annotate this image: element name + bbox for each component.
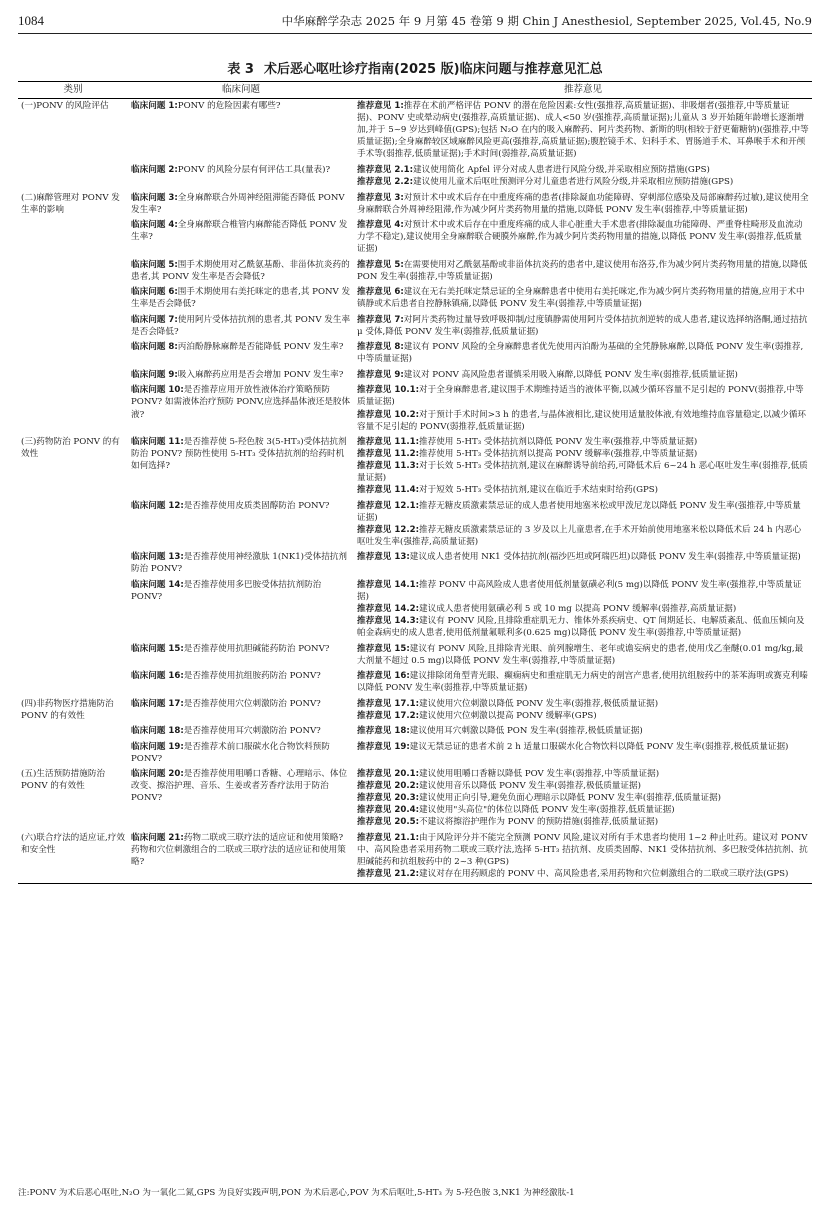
table-row bbox=[18, 383, 812, 435]
category-cell bbox=[18, 383, 128, 435]
recommendation-number: 推荐意见 10.2: bbox=[357, 409, 420, 420]
recommendation-item bbox=[357, 643, 809, 667]
question-cell bbox=[128, 669, 354, 697]
recommendation-item bbox=[357, 725, 809, 737]
table-row bbox=[18, 191, 812, 219]
recommendation-item bbox=[357, 100, 809, 160]
question-number: 临床问题 9: bbox=[131, 369, 178, 380]
recommendation-number: 推荐意见 14.2: bbox=[357, 603, 420, 614]
question-cell bbox=[128, 340, 354, 368]
category-cell bbox=[18, 724, 128, 740]
recommendation-text: 建议成人患者使用 NK1 受体拮抗剂(福沙匹坦或阿瑞匹坦)以降低 PONV 发生率(弱推荐,中等质量证据) bbox=[409, 552, 801, 563]
question-number: 临床问题 6: bbox=[131, 287, 178, 298]
recommendation-cell bbox=[354, 740, 812, 768]
recommendation-cell bbox=[354, 697, 812, 725]
recommendation-cell bbox=[354, 435, 812, 499]
recommendation-text: 在需要使用对乙酰氨基酚或非甾体抗炎药的患者中,建议使用布洛芬,作为减少阿片类药物用量的措施,以降低 PON 发生率(弱推荐,中等质量证据) bbox=[357, 259, 808, 282]
question-text: 是否推荐使用抗胆碱能药防治 PONV? bbox=[183, 643, 330, 654]
category-cell bbox=[18, 218, 128, 258]
category-cell: (四)非药物医疗措施防治 PONV 的有效性 bbox=[21, 698, 114, 721]
category-cell bbox=[18, 669, 128, 697]
recommendation-number: 推荐意见 11.2: bbox=[357, 449, 420, 460]
question-number: 临床问题 10: bbox=[131, 385, 184, 396]
recommendation-number: 推荐意见 6: bbox=[357, 287, 404, 298]
recommendation-number: 推荐意见 2.2: bbox=[357, 176, 414, 187]
recommendation-text: 对于短效 5-HT₃ 受体拮抗剂,建议在临近手术结束时给药(GPS) bbox=[419, 485, 658, 496]
question-text: 使用阿片受体拮抗剂的患者,其 PONV 发生率是否会降低? bbox=[131, 314, 351, 337]
recommendation-text: 建议使用"头高位"的体位以降低 PONV 发生率(弱推荐,低质量证据) bbox=[419, 805, 675, 816]
question-number: 临床问题 4: bbox=[131, 220, 178, 231]
recommendation-item bbox=[357, 436, 809, 448]
table-row bbox=[18, 340, 812, 368]
recommendation-number: 推荐意见 14.3: bbox=[357, 616, 420, 627]
recommendation-cell bbox=[354, 669, 812, 697]
question-number: 临床问题 7: bbox=[131, 314, 178, 325]
recommendation-cell bbox=[354, 163, 812, 191]
question-text: 是否推荐使用穴位刺激防治 PONV? bbox=[183, 698, 321, 709]
recommendation-item bbox=[357, 832, 809, 868]
recommendation-cell bbox=[354, 313, 812, 341]
recommendation-item bbox=[357, 768, 809, 780]
question-number: 临床问题 1: bbox=[131, 101, 178, 112]
question-number: 临床问题 11: bbox=[131, 437, 184, 448]
recommendation-item bbox=[357, 710, 809, 722]
recommendation-table bbox=[18, 81, 812, 884]
recommendation-number: 推荐意见 8: bbox=[357, 342, 404, 353]
recommendation-item bbox=[357, 314, 809, 338]
question-cell bbox=[128, 697, 354, 725]
recommendation-item bbox=[357, 341, 809, 365]
recommendation-text: 推荐 PONV 中高风险成人患者使用低剂量氨磺必利(5 mg)以降低 PONV 发生率(强推荐,中等质量证据) bbox=[357, 579, 802, 602]
column-header-category: 类别 bbox=[18, 82, 128, 99]
recommendation-item bbox=[357, 670, 809, 694]
recommendation-cell bbox=[354, 499, 812, 551]
recommendation-item bbox=[357, 484, 809, 496]
recommendation-item bbox=[357, 792, 809, 804]
table-body bbox=[18, 99, 812, 883]
recommendation-number: 推荐意见 21.2: bbox=[357, 869, 420, 880]
question-text: 丙泊酚静脉麻醉是否能降低 PONV 发生率? bbox=[177, 342, 344, 353]
page-header bbox=[18, 12, 812, 34]
recommendation-item bbox=[357, 780, 809, 792]
recommendation-number: 推荐意见 20.1: bbox=[357, 769, 420, 780]
recommendation-cell bbox=[354, 285, 812, 313]
category-cell bbox=[18, 285, 128, 313]
question-cell bbox=[128, 191, 354, 219]
table-row bbox=[18, 642, 812, 670]
recommendation-number: 推荐意见 14.1: bbox=[357, 579, 420, 590]
recommendation-cell bbox=[354, 383, 812, 435]
question-text: 是否推荐使 5-羟色胺 3(5-HT₃)受体拮抗剂防治 PONV? 预防性使用 5-HT₃ 受体拮抗剂的给药时机如何选择? bbox=[131, 437, 347, 472]
recommendation-number: 推荐意见 17.2: bbox=[357, 710, 420, 721]
question-text: 吸入麻醉药应用是否会增加 PONV 发生率? bbox=[177, 369, 344, 380]
category-cell bbox=[18, 368, 128, 384]
recommendation-item bbox=[357, 524, 809, 548]
recommendation-number: 推荐意见 19: bbox=[357, 741, 410, 752]
recommendation-cell bbox=[354, 578, 812, 642]
table-row bbox=[18, 285, 812, 313]
category-cell bbox=[18, 578, 128, 642]
category-cell: (五)生活预防措施防治 PONV 的有效性 bbox=[21, 769, 106, 792]
question-number: 临床问题 3: bbox=[131, 192, 178, 203]
category-cell bbox=[18, 340, 128, 368]
recommendation-number: 推荐意见 20.4: bbox=[357, 805, 420, 816]
table-row bbox=[18, 697, 812, 725]
table-title-text: 术后恶心呕吐诊疗指南(2025 版)临床问题与推荐意见汇总 bbox=[263, 62, 603, 77]
question-number: 临床问题 20: bbox=[131, 769, 184, 780]
table-row bbox=[18, 740, 812, 768]
recommendation-number: 推荐意见 20.5: bbox=[357, 817, 420, 828]
table-row bbox=[18, 99, 812, 163]
question-cell bbox=[128, 285, 354, 313]
table-row bbox=[18, 831, 812, 883]
recommendation-text: 建议排除闭角型青光眼、癫痫病史和重症肌无力病史的剖宫产患者,使用抗组胺药中的茶苯海明或赛克利嗪以降低 PONV 发生率(弱推荐,中等质量证据) bbox=[357, 671, 808, 694]
recommendation-item bbox=[357, 384, 809, 408]
recommendation-item bbox=[357, 816, 809, 828]
recommendation-text: 推荐在术前严格评估 PONV 的潜在危险因素:女性(强推荐,高质量证据)、非吸烟者(强推荐,中等质量证据)、PONV 史或晕动病史(强推荐,高质量证据)、成人<50 岁(强推荐,高质量证据);儿童从 3 岁开始随年龄增长逐渐增加,并于 5~9 岁达到峰值(GPS);包括 N₂O 在内的吸入麻醉药、阿片类药物、新斯的明(相较于舒更葡糖钠)(强推荐,中等质量证据);全身麻醉较区域麻醉风险更高(强推荐,高质量证据);腹腔镜手术、妇科手术、胃肠道手术、耳鼻喉手术和开颅手术等(弱推荐,低质量证据);手术时间(弱推荐,高质量证据) bbox=[357, 101, 809, 160]
journal-title: 中华麻醉学杂志 2025 年 9 月第 45 卷第 9 期 Chin J Anesthesiol, September 2025, Vol.45, No.9 bbox=[281, 14, 812, 28]
table-row bbox=[18, 368, 812, 384]
recommendation-cell bbox=[354, 340, 812, 368]
recommendation-item bbox=[357, 579, 809, 603]
recommendation-number: 推荐意见 15: bbox=[357, 643, 410, 654]
question-text: 是否推荐应用开放性液体治疗策略预防 PONV? 如需液体治疗预防 PONV,应选择晶体液还是胶体液? bbox=[131, 385, 351, 420]
question-number: 临床问题 19: bbox=[131, 741, 184, 752]
question-text: 是否推荐使用咀嚼口香糖、心理暗示、体位改变、擦浴护理、音乐、生姜或者芳香疗法用于防治 PONV? bbox=[131, 769, 348, 804]
question-cell bbox=[128, 642, 354, 670]
recommendation-item bbox=[357, 286, 809, 310]
recommendation-cell bbox=[354, 831, 812, 883]
recommendation-text: 建议无禁忌证的患者术前 2 h 适量口服碳水化合物饮料以降低 PONV 发生率(弱推荐,极低质量证据) bbox=[409, 741, 789, 752]
recommendation-number: 推荐意见 7: bbox=[357, 314, 404, 325]
recommendation-cell bbox=[354, 191, 812, 219]
question-text: PONV 的风险分层有何评估工具(量表)? bbox=[177, 164, 331, 175]
recommendation-item bbox=[357, 551, 809, 563]
question-number: 临床问题 17: bbox=[131, 698, 184, 709]
recommendation-number: 推荐意见 20.3: bbox=[357, 793, 420, 804]
recommendation-cell bbox=[354, 767, 812, 831]
recommendation-text: 建议有 PONV 风险,且排除重症肌无力、锥体外系疾病史、QT 间期延长、电解质紊乱、低血压倾向及帕金森病史的成人患者,使用低剂量氟哌利多(0.625 mg)以降低 PONV 发生率(弱推荐,中等质量证据) bbox=[357, 616, 805, 639]
recommendation-text: 建议使用音乐以降低 PONV 发生率(弱推荐,极低质量证据) bbox=[419, 781, 641, 792]
recommendation-text: 建议使用儿童术后呕吐预测评分对儿童患者进行风险分级,并采取相应预防措施(GPS) bbox=[413, 176, 734, 187]
recommendation-item bbox=[357, 741, 809, 753]
recommendation-text: 对预计术中或术后存在中重度疼痛的成人非心脏重大手术患者(排除凝血功能障碍、严重脊柱畸形及血流动力学不稳定),建议使用全身麻醉联合硬膜外麻醉,作为减少阿片类药物用量的措施,以降低 PONV 发生率(弱推荐,低质量证据) bbox=[357, 220, 803, 255]
recommendation-number: 推荐意见 11.3: bbox=[357, 461, 420, 472]
recommendation-number: 推荐意见 9: bbox=[357, 369, 404, 380]
recommendation-item bbox=[357, 460, 809, 484]
table-row bbox=[18, 313, 812, 341]
recommendation-item bbox=[357, 192, 809, 216]
recommendation-number: 推荐意见 12.2: bbox=[357, 524, 420, 535]
recommendation-text: 建议使用咀嚼口香糖以降低 POV 发生率(弱推荐,中等质量证据) bbox=[419, 769, 660, 780]
category-cell: (一)PONV 的风险评估 bbox=[21, 101, 109, 112]
recommendation-item bbox=[357, 448, 809, 460]
recommendation-text: 对预计术中或术后存在中重度疼痛的患者(排除凝血功能障碍、穿刺部位感染及局部麻醉药过敏),建议使用全身麻醉联合外周神经阻滞,作为减少阿片类药物用量的措施,以降低 PONV 发生率(弱推荐,中等质量证据) bbox=[357, 192, 809, 215]
question-cell bbox=[128, 499, 354, 551]
question-cell bbox=[128, 163, 354, 191]
table-row bbox=[18, 724, 812, 740]
question-number: 临床问题 5: bbox=[131, 259, 178, 270]
recommendation-text: 对阿片类药物过量导致呼吸抑制/过度镇静需使用阿片受体拮抗剂逆转的成人患者,建议选择纳洛酮,通过拮抗 μ 受体,降低 PONV 发生率(弱推荐,低质量证据) bbox=[357, 314, 808, 337]
table-footnote: 注:PONV 为术后恶心呕吐,N₂O 为一氧化二氮,GPS 为良好实践声明,PON 为术后恶心,POV 为术后呕吐,5-HT₃ 为 5-羟色胺 3,NK1 为神经激肽-1 bbox=[18, 1188, 575, 1198]
page-number: 1084 bbox=[18, 13, 44, 28]
table-row bbox=[18, 218, 812, 258]
recommendation-text: 由于风险评分并不能完全预测 PONV 风险,建议对所有手术患者均使用 1~2 种止吐药。建议对 PONV 中、高风险患者采用药物二联或三联疗法,选择 5-HT₃ 拮抗剂、皮质类固醇、NK1 受体拮抗剂、多巴胺受体拮抗剂、抗胆碱能药和抗组胺药中的 2~3 种(GPS) bbox=[357, 833, 808, 868]
question-cell bbox=[128, 550, 354, 578]
recommendation-text: 不建议将擦浴护理作为 PONV 的预防措施(弱推荐,低质量证据) bbox=[419, 817, 659, 828]
category-cell bbox=[18, 258, 128, 286]
question-number: 临床问题 12: bbox=[131, 500, 184, 511]
table-title bbox=[0, 58, 830, 77]
recommendation-cell bbox=[354, 218, 812, 258]
question-number: 临床问题 14: bbox=[131, 579, 184, 590]
table-row bbox=[18, 767, 812, 831]
question-text: 是否推荐术前口服碳水化合物饮料预防 PONV? bbox=[131, 741, 330, 764]
recommendation-cell bbox=[354, 99, 812, 163]
recommendation-item bbox=[357, 603, 809, 615]
category-cell: (六)联合疗法的适应证,疗效和安全性 bbox=[18, 831, 128, 883]
question-cell bbox=[128, 767, 354, 831]
question-cell bbox=[128, 383, 354, 435]
recommendation-text: 建议有 PONV 风险,且排除青光眼、前列腺增生、老年或谵妄病史的患者,使用戊乙奎醚(0.01 mg/kg,最大剂量不超过 0.5 mg)以降低 PONV 发生率(弱推荐,中等质量证据) bbox=[357, 643, 804, 666]
recommendation-cell bbox=[354, 724, 812, 740]
recommendation-number: 推荐意见 12.1: bbox=[357, 500, 420, 511]
table-row bbox=[18, 669, 812, 697]
recommendation-text: 建议使用耳穴刺激以降低 PON 发生率(弱推荐,极低质量证据) bbox=[409, 726, 643, 737]
recommendation-number: 推荐意见 16: bbox=[357, 671, 410, 682]
recommendation-number: 推荐意见 1: bbox=[357, 101, 404, 112]
recommendation-text: 建议在无右美托咪定禁忌证的全身麻醉患者中使用右美托咪定,作为减少阿片类药物用量的措施,应用于术中镇静或术后患者自控静脉镇痛,以降低 PONV 发生率(弱推荐,中等质量证据) bbox=[357, 287, 805, 310]
category-cell bbox=[18, 163, 128, 191]
recommendation-item bbox=[357, 369, 809, 381]
recommendation-number: 推荐意见 3: bbox=[357, 192, 404, 203]
table-number: 表 3 bbox=[227, 62, 254, 77]
category-cell: (三)药物防治 PONV 的有效性 bbox=[21, 437, 120, 460]
category-cell bbox=[18, 642, 128, 670]
recommendation-cell bbox=[354, 258, 812, 286]
question-text: 是否推荐使用多巴胺受体拮抗剂防治 PONV? bbox=[131, 579, 322, 602]
question-cell bbox=[128, 724, 354, 740]
question-cell bbox=[128, 313, 354, 341]
recommendation-number: 推荐意见 10.1: bbox=[357, 385, 420, 396]
recommendation-text: 建议使用简化 Apfel 评分对成人患者进行风险分级,并采取相应预防措施(GPS) bbox=[413, 164, 710, 175]
table-row bbox=[18, 550, 812, 578]
question-cell bbox=[128, 578, 354, 642]
recommendation-item bbox=[357, 868, 809, 880]
recommendation-number: 推荐意见 13: bbox=[357, 552, 410, 563]
recommendation-text: 推荐使用 5-HT₃ 受体拮抗剂以降低 PONV 发生率(强推荐,中等质量证据) bbox=[419, 437, 698, 448]
table-header-row bbox=[18, 82, 812, 99]
table-row bbox=[18, 499, 812, 551]
recommendation-item bbox=[357, 615, 809, 639]
recommendation-item bbox=[357, 804, 809, 816]
recommendation-number: 推荐意见 21.1: bbox=[357, 833, 420, 844]
question-text: 药物二联或三联疗法的适应证和使用策略? 药物和穴位刺激组合的二联或三联疗法的适应证和使用策略? bbox=[131, 833, 346, 868]
question-number: 临床问题 15: bbox=[131, 643, 184, 654]
recommendation-item bbox=[357, 164, 809, 176]
recommendation-item bbox=[357, 698, 809, 710]
recommendation-cell bbox=[354, 368, 812, 384]
recommendation-text: 推荐无糖皮质激素禁忌证的 3 岁及以上儿童患者,在手术开始前使用地塞米松以降低术后 24 h 内恶心呕吐发生率(强推荐,高质量证据) bbox=[357, 524, 802, 547]
question-text: 围手术期使用右美托咪定的患者,其 PONV 发生率是否会降低? bbox=[131, 287, 351, 310]
category-cell bbox=[18, 550, 128, 578]
question-cell bbox=[128, 831, 354, 883]
question-cell bbox=[128, 99, 354, 163]
recommendation-item bbox=[357, 176, 809, 188]
question-number: 临床问题 21: bbox=[131, 833, 184, 844]
question-text: 是否推荐使用神经激肽 1(NK1)受体拮抗剂防治 PONV? bbox=[131, 552, 347, 575]
recommendation-text: 推荐无糖皮质激素禁忌证的成人患者使用地塞米松或甲泼尼龙以降低 PONV 发生率(强推荐,中等质量证据) bbox=[357, 500, 801, 523]
table-row bbox=[18, 578, 812, 642]
recommendation-number: 推荐意见 2.1: bbox=[357, 164, 414, 175]
recommendation-text: 推荐使用 5-HT₃ 受体拮抗剂以提高 PONV 缓解率(强推荐,中等质量证据) bbox=[419, 449, 698, 460]
question-cell bbox=[128, 258, 354, 286]
recommendation-cell bbox=[354, 550, 812, 578]
question-text: 全身麻醉联合外周神经阻滞能否降低 PONV 发生率? bbox=[131, 192, 345, 215]
recommendation-text: 建议使用穴位刺激以降低 PONV 发生率(弱推荐,极低质量证据) bbox=[419, 698, 659, 709]
category-cell bbox=[18, 740, 128, 768]
question-text: 全身麻醉联合椎管内麻醉能否降低 PONV 发生率? bbox=[131, 220, 348, 243]
recommendation-item bbox=[357, 409, 809, 433]
recommendation-text: 建议使用穴位刺激以提高 PONV 缓解率(GPS) bbox=[419, 710, 597, 721]
recommendation-cell bbox=[354, 642, 812, 670]
recommendation-number: 推荐意见 18: bbox=[357, 726, 410, 737]
recommendation-text: 建议对 PONV 高风险患者谨慎采用吸入麻醉,以降低 PONV 发生率(弱推荐,低质量证据) bbox=[403, 369, 738, 380]
question-text: 是否推荐使用皮质类固醇防治 PONV? bbox=[183, 500, 330, 511]
recommendation-item bbox=[357, 500, 809, 524]
question-cell bbox=[128, 740, 354, 768]
question-cell bbox=[128, 435, 354, 499]
table-row bbox=[18, 435, 812, 499]
category-cell bbox=[18, 499, 128, 551]
table-row bbox=[18, 258, 812, 286]
recommendation-text: 建议成人患者使用氨磺必利 5 或 10 mg 以提高 PONV 缓解率(弱推荐,高质量证据) bbox=[419, 603, 737, 614]
recommendation-text: 建议对存在用药顾虑的 PONV 中、高风险患者,采用药物和穴位刺激组合的二联或三联疗法(GPS) bbox=[419, 869, 789, 880]
question-number: 临床问题 18: bbox=[131, 726, 184, 737]
column-header-question: 临床问题 bbox=[128, 82, 354, 99]
recommendation-number: 推荐意见 20.2: bbox=[357, 781, 420, 792]
category-cell bbox=[18, 313, 128, 341]
recommendation-text: 对于预计手术时间>3 h 的患者,与晶体液相比,建议使用适量胶体液,有效地维持血容量稳定,以减少循环容量不足引起的 PONV(弱推荐,低质量证据) bbox=[357, 409, 806, 432]
category-cell: (二)麻醉管理对 PONV 发生率的影响 bbox=[21, 192, 120, 215]
recommendation-number: 推荐意见 11.4: bbox=[357, 485, 420, 496]
recommendation-text: 对于长效 5-HT₃ 受体拮抗剂,建议在麻醉诱导前给药,可降低术后 6~24 h 恶心呕吐发生率(弱推荐,低质量证据) bbox=[357, 461, 808, 484]
question-text: 是否推荐使用耳穴刺激防治 PONV? bbox=[183, 726, 321, 737]
recommendation-table-wrap bbox=[18, 81, 812, 884]
recommendation-number: 推荐意见 5: bbox=[357, 259, 404, 270]
recommendation-item bbox=[357, 259, 809, 283]
question-text: PONV 的危险因素有哪些? bbox=[177, 101, 281, 112]
column-header-recommendation: 推荐意见 bbox=[354, 82, 812, 99]
question-cell bbox=[128, 218, 354, 258]
question-text: 围手术期使用对乙酰氨基酚、非甾体抗炎药的患者,其 PONV 发生率是否会降低? bbox=[131, 259, 350, 282]
recommendation-number: 推荐意见 4: bbox=[357, 220, 404, 231]
recommendation-text: 建议有 PONV 风险的全身麻醉患者优先使用丙泊酚为基础的全凭静脉麻醉,以降低 PONV 发生率(弱推荐,中等质量证据) bbox=[357, 342, 804, 365]
question-number: 临床问题 2: bbox=[131, 164, 178, 175]
question-number: 临床问题 8: bbox=[131, 342, 178, 353]
recommendation-text: 建议使用正向引导,避免负面心理暗示以降低 PONV 发生率(弱推荐,低质量证据) bbox=[419, 793, 722, 804]
question-number: 临床问题 16: bbox=[131, 671, 184, 682]
table-row bbox=[18, 163, 812, 191]
recommendation-number: 推荐意见 11.1: bbox=[357, 437, 420, 448]
question-text: 是否推荐使用抗组胺药防治 PONV? bbox=[183, 671, 321, 682]
recommendation-item bbox=[357, 219, 809, 255]
recommendation-text: 对于全身麻醉患者,建议围手术期维持适当的液体平衡,以减少循环容量不足引起的 PONV(弱推荐,中等质量证据) bbox=[357, 385, 804, 408]
recommendation-number: 推荐意见 17.1: bbox=[357, 698, 420, 709]
question-cell bbox=[128, 368, 354, 384]
question-number: 临床问题 13: bbox=[131, 552, 184, 563]
